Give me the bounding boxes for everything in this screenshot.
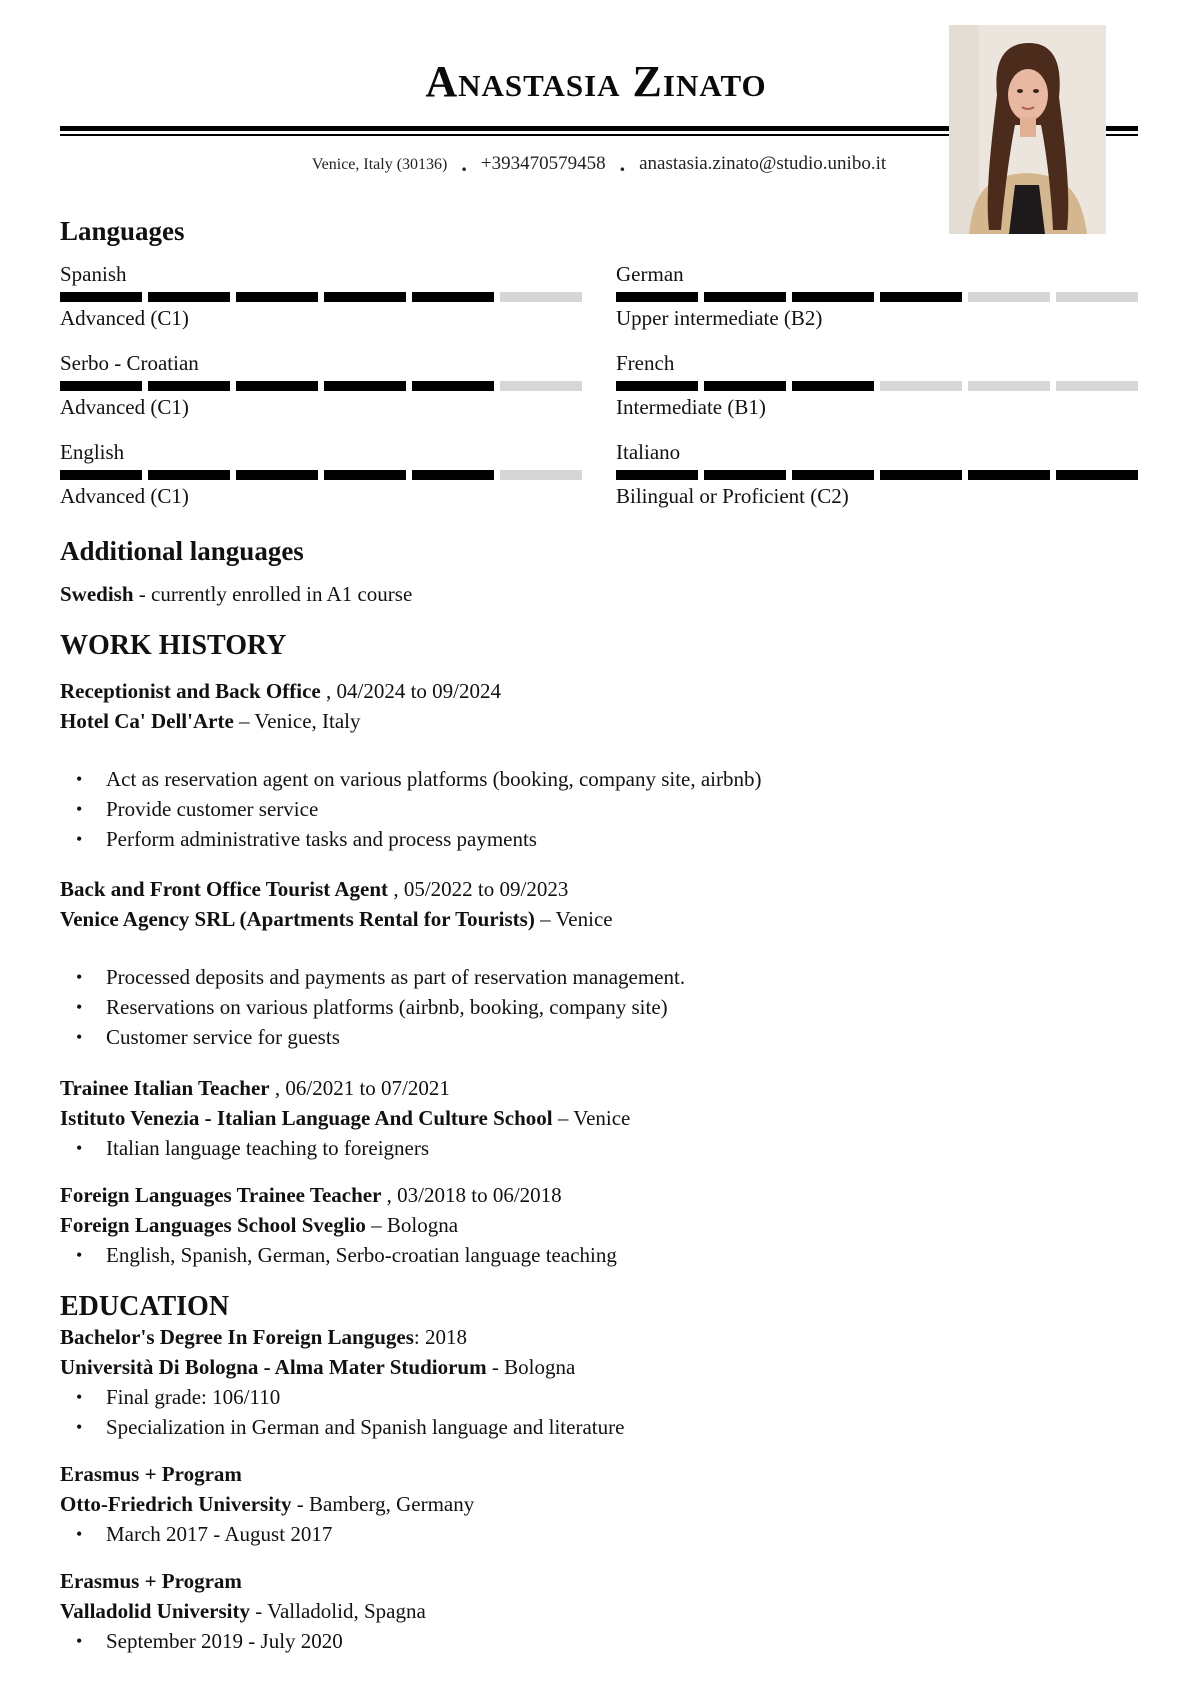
job-bullets bbox=[60, 962, 1120, 1052]
language-level: Advanced (C1) bbox=[60, 395, 189, 419]
education-entry bbox=[60, 1459, 1120, 1549]
level-segment bbox=[704, 470, 786, 480]
job-employer-line bbox=[60, 1210, 1120, 1240]
additional-language-name: Swedish bbox=[60, 582, 134, 606]
portrait-illustration bbox=[949, 25, 1106, 234]
job-employer-line bbox=[60, 1103, 1120, 1133]
job-employer-line bbox=[60, 904, 1120, 934]
job-location: – Venice, Italy bbox=[233, 709, 361, 733]
job-title-line bbox=[60, 676, 1120, 706]
language-level-bar bbox=[60, 292, 585, 302]
language-level-bar bbox=[60, 381, 585, 391]
level-segment bbox=[148, 381, 230, 391]
job-title: Receptionist and Back Office bbox=[60, 679, 321, 703]
job-location: – Venice bbox=[534, 907, 613, 931]
degree-line bbox=[60, 1566, 1120, 1596]
language-item bbox=[60, 440, 585, 509]
level-segment bbox=[792, 470, 874, 480]
level-segment bbox=[412, 292, 494, 302]
language-name: Spanish bbox=[60, 262, 127, 286]
language-name: Serbo - Croatian bbox=[60, 351, 199, 375]
degree-title: Bachelor's Degree In Foreign Languges bbox=[60, 1325, 414, 1349]
level-segment bbox=[236, 381, 318, 391]
degree-title: Erasmus + Program bbox=[60, 1462, 242, 1486]
language-level: Intermediate (B1) bbox=[616, 395, 766, 419]
contact-email[interactable]: anastasia.zinato@studio.unibo.it bbox=[639, 153, 887, 174]
language-item bbox=[616, 351, 1141, 420]
degree-year: : 2018 bbox=[413, 1325, 467, 1349]
job-title: Trainee Italian Teacher bbox=[60, 1076, 270, 1100]
language-level-bar bbox=[616, 470, 1141, 480]
candidate-name: Anastasia Zinato bbox=[425, 57, 767, 106]
language-item bbox=[616, 440, 1141, 509]
level-segment bbox=[500, 292, 582, 302]
job-employer: Foreign Languages School Sveglio bbox=[60, 1213, 366, 1237]
job-location: – Bologna bbox=[365, 1213, 459, 1237]
job-employer: Istituto Venezia - Italian Language And Culture School bbox=[60, 1106, 553, 1130]
job-bullet: • Perform administrative tasks and process payments bbox=[60, 824, 1120, 854]
additional-language-line bbox=[60, 579, 412, 609]
education-entry bbox=[60, 1322, 1120, 1442]
language-name: English bbox=[60, 440, 125, 464]
degree-line bbox=[60, 1322, 1120, 1352]
school-line bbox=[60, 1352, 1120, 1382]
language-level: Advanced (C1) bbox=[60, 306, 189, 330]
level-segment bbox=[616, 381, 698, 391]
level-segment bbox=[500, 470, 582, 480]
job-bullet: • English, Spanish, German, Serbo-croatian language teaching bbox=[60, 1240, 1120, 1270]
education-bullets bbox=[60, 1382, 1120, 1442]
level-segment bbox=[1056, 381, 1138, 391]
job-dates: , 04/2024 to 09/2024 bbox=[320, 679, 501, 703]
job-bullet: • Reservations on various platforms (airbnb, booking, company site) bbox=[60, 992, 1120, 1022]
level-segment bbox=[148, 470, 230, 480]
level-segment bbox=[968, 381, 1050, 391]
language-level: Advanced (C1) bbox=[60, 484, 189, 508]
job-title-line bbox=[60, 874, 1120, 904]
school-line bbox=[60, 1596, 1120, 1626]
job-dates: , 03/2018 to 06/2018 bbox=[381, 1183, 562, 1207]
separator-dot: . bbox=[461, 151, 467, 176]
job-bullet: • Provide customer service bbox=[60, 794, 1120, 824]
level-segment bbox=[60, 381, 142, 391]
level-segment bbox=[412, 470, 494, 480]
degree-line bbox=[60, 1459, 1120, 1489]
level-segment bbox=[968, 470, 1050, 480]
level-segment bbox=[616, 470, 698, 480]
language-name: French bbox=[616, 351, 675, 375]
level-segment bbox=[412, 381, 494, 391]
level-segment bbox=[1056, 470, 1138, 480]
level-segment bbox=[880, 470, 962, 480]
level-segment bbox=[792, 292, 874, 302]
school-location: - Valladolid, Spagna bbox=[250, 1599, 426, 1623]
level-segment bbox=[324, 292, 406, 302]
level-segment bbox=[236, 470, 318, 480]
language-item bbox=[616, 262, 1141, 331]
level-segment bbox=[616, 292, 698, 302]
additional-languages-heading: Additional languages bbox=[60, 536, 304, 566]
additional-language-note: - currently enrolled in A1 course bbox=[133, 582, 413, 606]
education-bullets bbox=[60, 1626, 1120, 1656]
job-bullet: • Customer service for guests bbox=[60, 1022, 1120, 1052]
job-bullet: • Italian language teaching to foreigners bbox=[60, 1133, 1120, 1163]
degree-title: Erasmus + Program bbox=[60, 1569, 242, 1593]
level-segment bbox=[704, 292, 786, 302]
job-bullets bbox=[60, 764, 1120, 854]
job-title: Foreign Languages Trainee Teacher bbox=[60, 1183, 382, 1207]
level-segment bbox=[1056, 292, 1138, 302]
school-line bbox=[60, 1489, 1120, 1519]
education-entry bbox=[60, 1566, 1120, 1656]
education-bullet: • September 2019 - July 2020 bbox=[60, 1626, 1120, 1656]
level-segment bbox=[324, 381, 406, 391]
job-entry bbox=[60, 874, 1120, 1052]
level-segment bbox=[60, 470, 142, 480]
level-segment bbox=[968, 292, 1050, 302]
level-segment bbox=[148, 292, 230, 302]
job-employer-line bbox=[60, 706, 1120, 736]
education-bullet: • Specialization in German and Spanish language and literature bbox=[60, 1412, 1120, 1442]
level-segment bbox=[60, 292, 142, 302]
school-name: Valladolid University bbox=[60, 1599, 251, 1623]
education-bullet: • Final grade: 106/110 bbox=[60, 1382, 1120, 1412]
job-entry bbox=[60, 1180, 1120, 1270]
language-name: German bbox=[616, 262, 684, 286]
level-segment bbox=[236, 292, 318, 302]
job-dates: , 05/2022 to 09/2023 bbox=[388, 877, 569, 901]
job-title-line bbox=[60, 1180, 1120, 1210]
job-bullet: • Processed deposits and payments as part of reservation management. bbox=[60, 962, 1120, 992]
contact-location: Venice, Italy (30136) bbox=[311, 156, 448, 173]
job-location: – Venice bbox=[552, 1106, 631, 1130]
job-title-line bbox=[60, 1073, 1120, 1103]
contact-phone[interactable]: +393470579458 bbox=[480, 153, 606, 174]
level-segment bbox=[704, 381, 786, 391]
level-segment bbox=[324, 470, 406, 480]
job-title: Back and Front Office Tourist Agent bbox=[60, 877, 389, 901]
level-segment bbox=[880, 381, 962, 391]
level-segment bbox=[500, 381, 582, 391]
job-entry bbox=[60, 676, 1120, 854]
job-employer: Hotel Ca' Dell'Arte bbox=[60, 709, 234, 733]
job-entry bbox=[60, 1073, 1120, 1163]
language-level-bar bbox=[616, 292, 1141, 302]
education-bullets bbox=[60, 1519, 1120, 1549]
language-level: Upper intermediate (B2) bbox=[616, 306, 823, 330]
language-name: Italiano bbox=[616, 440, 681, 464]
languages-heading: Languages bbox=[60, 216, 185, 246]
language-level: Bilingual or Proficient (C2) bbox=[616, 484, 849, 508]
separator-dot: . bbox=[619, 151, 626, 176]
job-bullets bbox=[60, 1133, 1120, 1163]
school-location: - Bologna bbox=[486, 1355, 576, 1379]
work-history-heading: WORK HISTORY bbox=[60, 630, 287, 661]
language-item bbox=[60, 262, 585, 331]
level-segment bbox=[792, 381, 874, 391]
job-bullets bbox=[60, 1240, 1120, 1270]
school-name: Università Di Bologna - Alma Mater Studiorum bbox=[60, 1355, 487, 1379]
language-item bbox=[60, 351, 585, 420]
school-location: - Bamberg, Germany bbox=[291, 1492, 475, 1516]
school-name: Otto-Friedrich University bbox=[60, 1492, 292, 1516]
profile-photo bbox=[949, 25, 1106, 234]
job-bullet: • Act as reservation agent on various platforms (booking, company site, airbnb) bbox=[60, 764, 1120, 794]
language-level-bar bbox=[616, 381, 1141, 391]
education-heading: EDUCATION bbox=[60, 1291, 230, 1322]
language-level-bar bbox=[60, 470, 585, 480]
education-bullet: • March 2017 - August 2017 bbox=[60, 1519, 1120, 1549]
job-dates: , 06/2021 to 07/2021 bbox=[269, 1076, 450, 1100]
level-segment bbox=[880, 292, 962, 302]
job-employer: Venice Agency SRL (Apartments Rental for Tourists) bbox=[60, 907, 535, 931]
